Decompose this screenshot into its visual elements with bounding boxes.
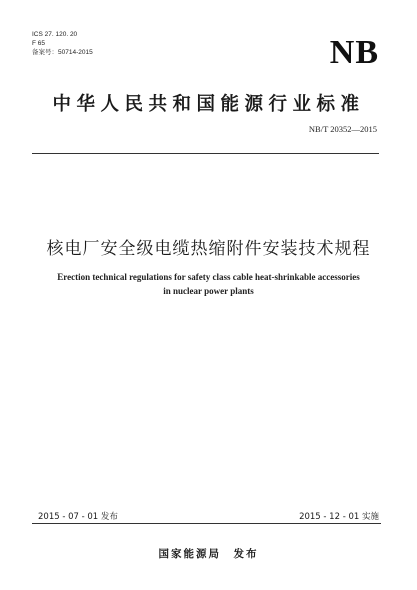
bottom-divider [32,523,381,524]
issue-date: 2015 - 07 - 01 发布 [38,512,118,522]
title-english-line2: in nuclear power plants [163,286,254,296]
ccs-code: F 65 [32,40,46,47]
nb-logo: NB [329,34,379,71]
standard-number: NB/T 20352—2015 [308,124,377,134]
title-chinese: 核电厂安全级电缆热缩附件安装技术规程 [46,239,371,259]
ics-code: ICS 27. 120. 20 [32,31,78,38]
top-divider [32,153,379,154]
title-english-line1: Erection technical regulations for safety class cable heat-shrinkable accessories [57,272,360,282]
standard-category: 中华人民共和国能源行业标准 [52,94,365,115]
implementation-date: 2015 - 12 - 01 实施 [299,512,379,522]
filing-number: 备案号：50714-2015 [32,49,93,56]
issuer: 国家能源局 发布 [158,548,259,560]
